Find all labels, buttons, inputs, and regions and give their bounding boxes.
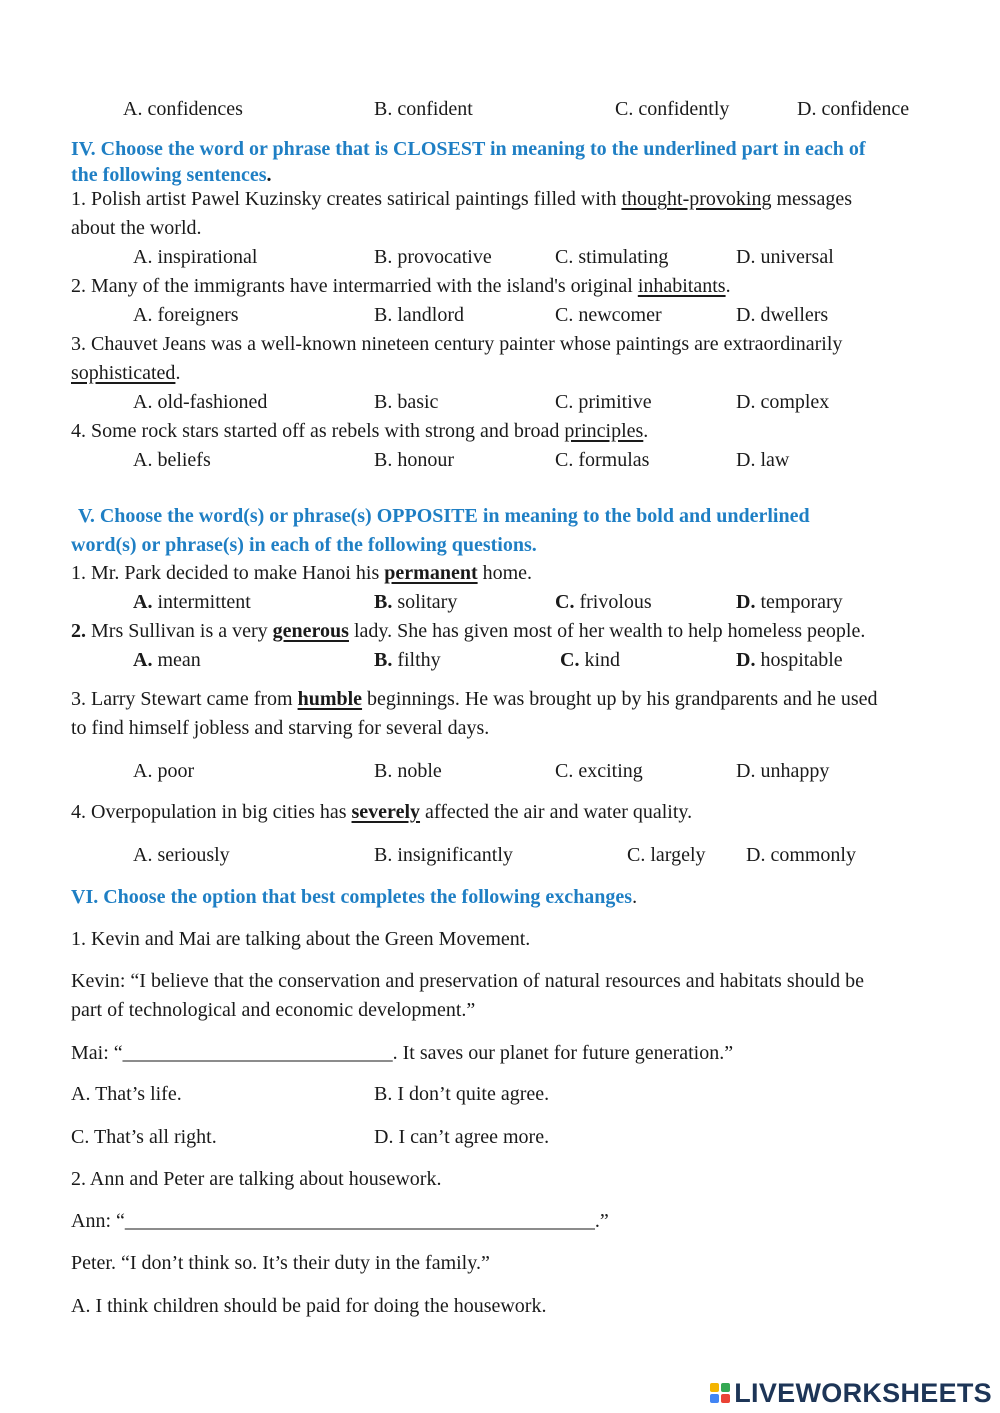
section4-title: IV. Choose the word or phrase that is CLOSEST in meaning to the underlined part in each of	[71, 138, 866, 160]
s4-q4-option-c: C. formulas	[555, 449, 650, 471]
s6-q1-kevin-cont: part of technological and economic development.”	[71, 999, 476, 1021]
s5-q3-option-b: B. noble	[374, 760, 442, 782]
s5-q4-option-d: D. commonly	[746, 844, 856, 866]
s4-q3-text: 3. Chauvet Jeans was a well-known nineteen century painter whose paintings are extraordinarily	[71, 333, 843, 355]
s6-q2-intro: 2. Ann and Peter are talking about housework.	[71, 1168, 442, 1190]
s5-q1-option-a: A. intermittent	[133, 591, 251, 613]
s5-q3-text-cont: to find himself jobless and starving for several days.	[71, 717, 490, 739]
s4-q2-option-d: D. dwellers	[736, 304, 829, 326]
s4-q1-option-b: B. provocative	[374, 246, 492, 268]
section6-title: VI. Choose the option that best completes the following exchanges.	[71, 886, 638, 908]
s4-q4-option-a: A. beliefs	[133, 449, 211, 471]
s5-q4-text: 4. Overpopulation in big cities has severely affected the air and water quality.	[71, 801, 693, 823]
s4-q3-text-cont: sophisticated.	[71, 362, 181, 384]
s4-q1-text: 1. Polish artist Pawel Kuzinsky creates satirical paintings filled with thought-provoking messages	[71, 188, 852, 210]
s5-q1-option-b: B. solitary	[374, 591, 458, 613]
liveworksheets-logo-icon	[710, 1383, 730, 1403]
s5-q4-option-c: C. largely	[627, 844, 706, 866]
s4-q3-option-a: A. old-fashioned	[133, 391, 268, 413]
s5-q2-option-b: B. filthy	[374, 649, 441, 671]
s4-q2-option-c: C. newcomer	[555, 304, 662, 326]
s6-q2-peter: Peter. “I don’t think so. It’s their duty in the family.”	[71, 1252, 490, 1274]
s4-q3-option-d: D. complex	[736, 391, 830, 413]
brand-name: LIVEWORKSHEETS	[734, 1377, 992, 1408]
s5-q3-text: 3. Larry Stewart came from humble beginnings. He was brought up by his grandparents and he used	[71, 688, 878, 710]
s4-q3-option-b: B. basic	[374, 391, 439, 413]
section4-title-cont: the following sentences.	[71, 164, 272, 186]
s5-q3-option-a: A. poor	[133, 760, 195, 782]
s6-q1-kevin: Kevin: “I believe that the conservation and preservation of natural resources and habitats should be	[71, 970, 865, 992]
s5-q1-option-d: D. temporary	[736, 591, 843, 613]
s4-q1-option-c: C. stimulating	[555, 246, 669, 268]
s6-q2-ann: Ann: “_______________________________________________.”	[71, 1210, 609, 1232]
option-c: C. confidently	[615, 98, 730, 120]
s6-q1-mai: Mai: “___________________________. It saves our planet for future generation.”	[71, 1042, 734, 1064]
s4-q2-text: 2. Many of the immigrants have intermarried with the island's original inhabitants.	[71, 275, 731, 297]
s6-q1-option-d: D. I can’t agree more.	[374, 1126, 550, 1148]
s4-q2-option-a: A. foreigners	[133, 304, 239, 326]
s5-q2-text: 2. Mrs Sullivan is a very generous lady. She has given most of her wealth to help homeless people.	[71, 620, 866, 642]
section5-title: V. Choose the word(s) or phrase(s) OPPOSITE in meaning to the bold and underlined	[78, 505, 810, 527]
s6-q1-intro: 1. Kevin and Mai are talking about the Green Movement.	[71, 928, 531, 950]
option-d: D. confidence	[797, 98, 910, 120]
s4-q1-text-cont: about the world.	[71, 217, 202, 239]
section5-title-cont: word(s) or phrase(s) in each of the following questions.	[71, 534, 537, 556]
option-a: A. confidences	[123, 98, 243, 120]
s5-q4-option-b: B. insignificantly	[374, 844, 513, 866]
s4-q4-option-d: D. law	[736, 449, 790, 471]
s4-q1-option-a: A. inspirational	[133, 246, 258, 268]
s4-q4-option-b: B. honour	[374, 449, 454, 471]
s5-q3-option-c: C. exciting	[555, 760, 643, 782]
s4-q4-text: 4. Some rock stars started off as rebels with strong and broad principles.	[71, 420, 649, 442]
liveworksheets-logo	[710, 1378, 992, 1408]
s4-q1-option-d: D. universal	[736, 246, 834, 268]
s5-q2-option-d: D. hospitable	[736, 649, 843, 671]
s5-q1-option-c: C. frivolous	[555, 591, 652, 613]
s6-q2-option-a: A. I think children should be paid for doing the housework.	[71, 1295, 547, 1317]
s5-q2-option-c: C. kind	[560, 649, 621, 671]
s4-q2-option-b: B. landlord	[374, 304, 464, 326]
s5-q2-option-a: A. mean	[133, 649, 201, 671]
s6-q1-option-c: C. That’s all right.	[71, 1126, 217, 1148]
s6-q1-option-a: A. That’s life.	[71, 1083, 182, 1105]
option-b: B. confident	[374, 98, 473, 120]
s5-q3-option-d: D. unhappy	[736, 760, 830, 782]
s5-q4-option-a: A. seriously	[133, 844, 230, 866]
s5-q1-text: 1. Mr. Park decided to make Hanoi his permanent home.	[71, 562, 533, 584]
s4-q3-option-c: C. primitive	[555, 391, 652, 413]
s6-q1-option-b: B. I don’t quite agree.	[374, 1083, 550, 1105]
